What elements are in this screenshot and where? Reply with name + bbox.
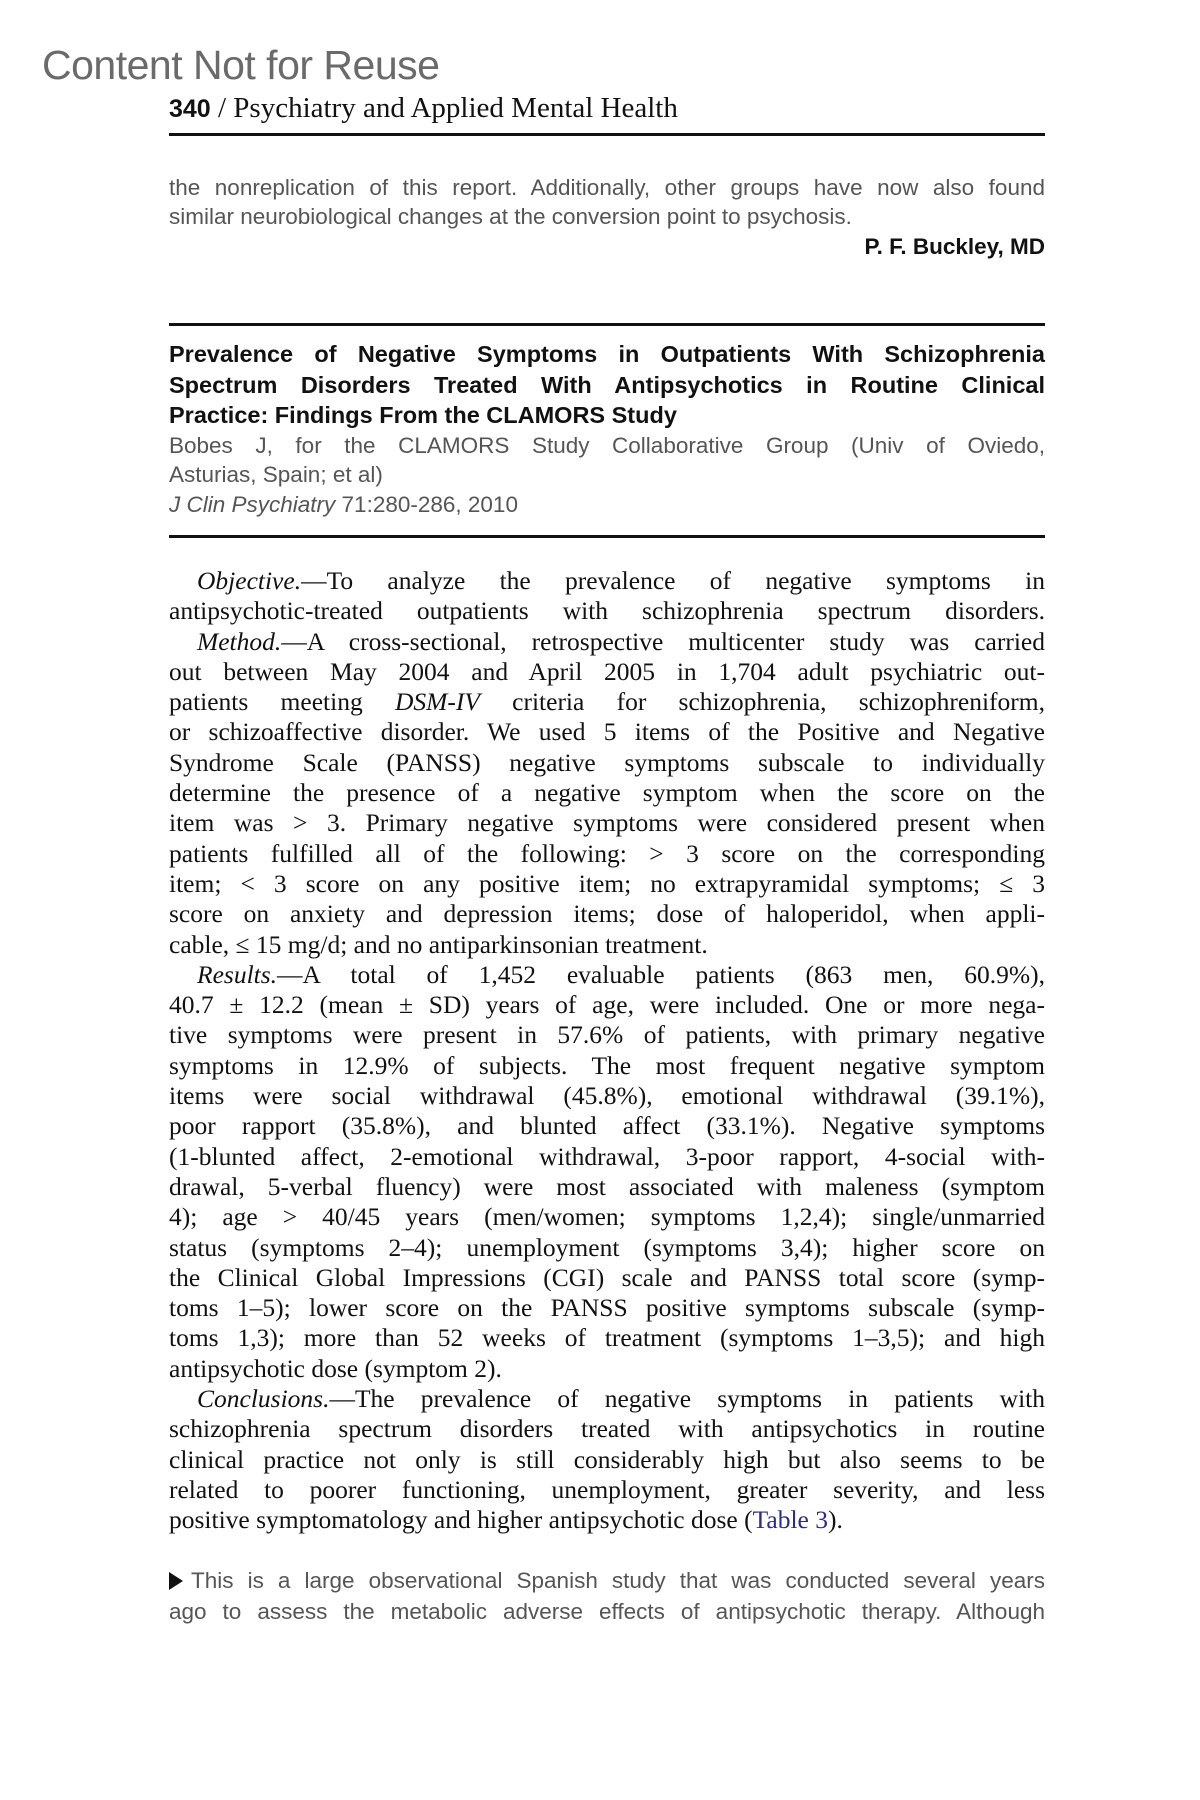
abstract-line xyxy=(169,657,1045,687)
abstract-text: cable, ≤ 15 mg/d; and no antiparkinsonian treatment. xyxy=(169,929,708,959)
abstract-text: Syndrome Scale (PANSS) negative symptoms subscale to individually xyxy=(169,747,1045,777)
commentary-line: similar neurobiological changes at the conversion point to psychosis. xyxy=(169,204,852,229)
abstract-line xyxy=(169,1414,1045,1444)
title-line: Spectrum Disorders Treated With Antipsychotics in Routine Clinical xyxy=(169,371,1045,398)
abstract-line xyxy=(169,1445,1045,1475)
abstract-line xyxy=(169,1354,1045,1384)
abstract-line xyxy=(169,1293,1045,1323)
abstract-line xyxy=(169,778,1045,808)
page-number: 340 xyxy=(169,95,211,123)
title-line: Practice: Findings From the CLAMORS Study xyxy=(169,402,677,428)
abstract-line xyxy=(169,1202,1045,1232)
abstract-line xyxy=(169,1051,1045,1081)
abstract-line xyxy=(169,1172,1045,1202)
commentary-author: P. F. Buckley, MD xyxy=(864,234,1045,259)
abstract-text: antipsychotic dose (symptom 2). xyxy=(169,1353,502,1383)
abstract-line xyxy=(169,1263,1045,1293)
abstract-line xyxy=(169,748,1045,778)
abstract-text: 40.7 ± 12.2 (mean ± SD) years of age, were included. One or more nega- xyxy=(169,990,1045,1020)
abstract-text: criteria for schizophrenia, schizophreniform, xyxy=(479,687,1045,717)
journal-name: Psychiatry and Applied Mental Health xyxy=(233,92,678,124)
section-label: Objective. xyxy=(197,566,302,595)
abstract-line xyxy=(169,899,1045,929)
section-label: DSM-IV xyxy=(394,687,480,717)
abstract-text: positive symptomatology and higher antipsychotic dose ( xyxy=(169,1505,753,1535)
editor-commentary xyxy=(169,1566,1045,1626)
triangle-right-icon xyxy=(169,1572,183,1590)
abstract-text: items were social withdrawal (45.8%), emotional withdrawal (39.1%), xyxy=(169,1081,1045,1111)
abstract-text: ). xyxy=(827,1505,843,1535)
watermark: Content Not for Reuse xyxy=(42,42,440,88)
abstract-line xyxy=(169,1384,1045,1414)
abstract-text: —A total of 1,452 evaluable patients (863 men, 60.9%), xyxy=(277,959,1045,989)
table-3-link[interactable]: Table 3 xyxy=(752,1505,828,1535)
abstract-line xyxy=(169,839,1045,869)
abstract-text: 4); age > 40/45 years (men/women; symptoms 1,2,4); single/unmarried xyxy=(169,1202,1045,1232)
abstract-text: antipsychotic-treated outpatients with schizophrenia spectrum disorders. xyxy=(169,596,1045,626)
abstract-text: toms 1,3); more than 52 weeks of treatment (symptoms 1–3,5); and high xyxy=(169,1323,1045,1353)
citation-journal: J Clin Psychiatry xyxy=(169,491,336,517)
abstract-text: item; < 3 score on any positive item; no extrapyramidal symptoms; ≤ 3 xyxy=(169,868,1045,898)
abstract-line xyxy=(169,566,1045,596)
abstract-line xyxy=(169,1142,1045,1172)
citation xyxy=(169,490,1045,520)
abstract-line xyxy=(169,1475,1045,1505)
section-label: Conclusions. xyxy=(197,1384,330,1414)
abstract-text: tive symptoms were present in 57.6% of patients, with primary negative xyxy=(169,1020,1045,1050)
abstract-text: —The prevalence of negative symptoms in patients with xyxy=(329,1384,1045,1414)
commentary-text: This is a large observational Spanish study that was conducted several years xyxy=(191,1568,1045,1593)
abstract-line xyxy=(169,960,1045,990)
article-authors xyxy=(169,431,1045,520)
abstract-text: poor rapport (35.8%), and blunted affect (33.1%). Negative symptoms xyxy=(169,1111,1045,1141)
abstract-text: related to poorer functioning, unemployment, greater severity, and less xyxy=(169,1474,1045,1504)
abstract-text: score on anxiety and depression items; dose of haloperidol, when appli- xyxy=(169,899,1045,929)
abstract-line xyxy=(169,1111,1045,1141)
abstract-text: patients fulfilled all of the following: > 3 score on the corresponding xyxy=(169,838,1045,868)
article-title xyxy=(169,339,1045,431)
abstract-line xyxy=(169,869,1045,899)
abstract-text: status (symptoms 2–4); unemployment (symptoms 3,4); higher score on xyxy=(169,1232,1045,1262)
citation-details: 71:280-286, 2010 xyxy=(335,491,518,517)
abstract-text: item was > 3. Primary negative symptoms were considered present when xyxy=(169,808,1045,838)
author-line: Bobes J, for the CLAMORS Study Collaborative Group (Univ of Oviedo, xyxy=(169,432,1045,458)
abstract-text: (1-blunted affect, 2-emotional withdrawal, 3-poor rapport, 4-social with- xyxy=(169,1141,1045,1171)
abstract-line xyxy=(169,990,1045,1020)
abstract-line xyxy=(169,596,1045,626)
abstract-line xyxy=(169,1081,1045,1111)
abstract-line xyxy=(169,717,1045,747)
abstract-text: the Clinical Global Impressions (CGI) scale and PANSS total score (symp- xyxy=(169,1262,1045,1292)
abstract-line xyxy=(169,1233,1045,1263)
abstract-text: toms 1–5); lower score on the PANSS positive symptoms subscale (symp- xyxy=(169,1293,1045,1323)
previous-commentary xyxy=(169,173,1045,261)
abstract-text: clinical practice not only is still considerably high but also seems to be xyxy=(169,1444,1045,1474)
author-line: Asturias, Spain; et al) xyxy=(169,462,383,487)
abstract-text: schizophrenia spectrum disorders treated with antipsychotics in routine xyxy=(169,1414,1045,1444)
running-head xyxy=(169,92,678,125)
commentary-line: ago to assess the metabolic adverse effects of antipsychotic therapy. Although xyxy=(169,1599,1045,1624)
abstract-line xyxy=(169,1323,1045,1353)
abstract-line xyxy=(169,687,1045,717)
abstract-line xyxy=(169,930,1045,960)
abstract-text: or schizoaffective disorder. We used 5 items of the Positive and Negative xyxy=(169,717,1045,747)
title-line: Prevalence of Negative Symptoms in Outpatients With Schizophrenia xyxy=(169,341,1045,367)
commentary-line: the nonreplication of this report. Additionally, other groups have now also found xyxy=(169,175,1045,200)
commentary-line xyxy=(169,1566,1045,1595)
abstract-line xyxy=(169,808,1045,838)
abstract-text: drawal, 5-verbal fluency) were most associated with maleness (symptom xyxy=(169,1171,1045,1201)
header-rule xyxy=(169,133,1045,136)
article-header xyxy=(169,339,1045,519)
abstract-line xyxy=(169,1020,1045,1050)
abstract-text: patients meeting xyxy=(169,687,395,717)
section-label: Results. xyxy=(197,959,278,989)
section-label: Method. xyxy=(197,626,282,656)
section-rule xyxy=(169,535,1045,538)
abstract-text: —A cross-sectional, retrospective multicenter study was carried xyxy=(281,626,1045,656)
abstract-text: symptoms in 12.9% of subjects. The most frequent negative symptom xyxy=(169,1050,1045,1080)
abstract-text: —To analyze the prevalence of negative symptoms in xyxy=(301,566,1045,595)
abstract-text: out between May 2004 and April 2005 in 1,704 adult psychiatric out- xyxy=(169,656,1045,686)
separator: / xyxy=(217,92,227,124)
section-rule xyxy=(169,323,1045,326)
abstract xyxy=(169,566,1045,1536)
abstract-line xyxy=(169,627,1045,657)
abstract-line xyxy=(169,1505,1045,1535)
abstract-text: determine the presence of a negative symptom when the score on the xyxy=(169,778,1045,808)
